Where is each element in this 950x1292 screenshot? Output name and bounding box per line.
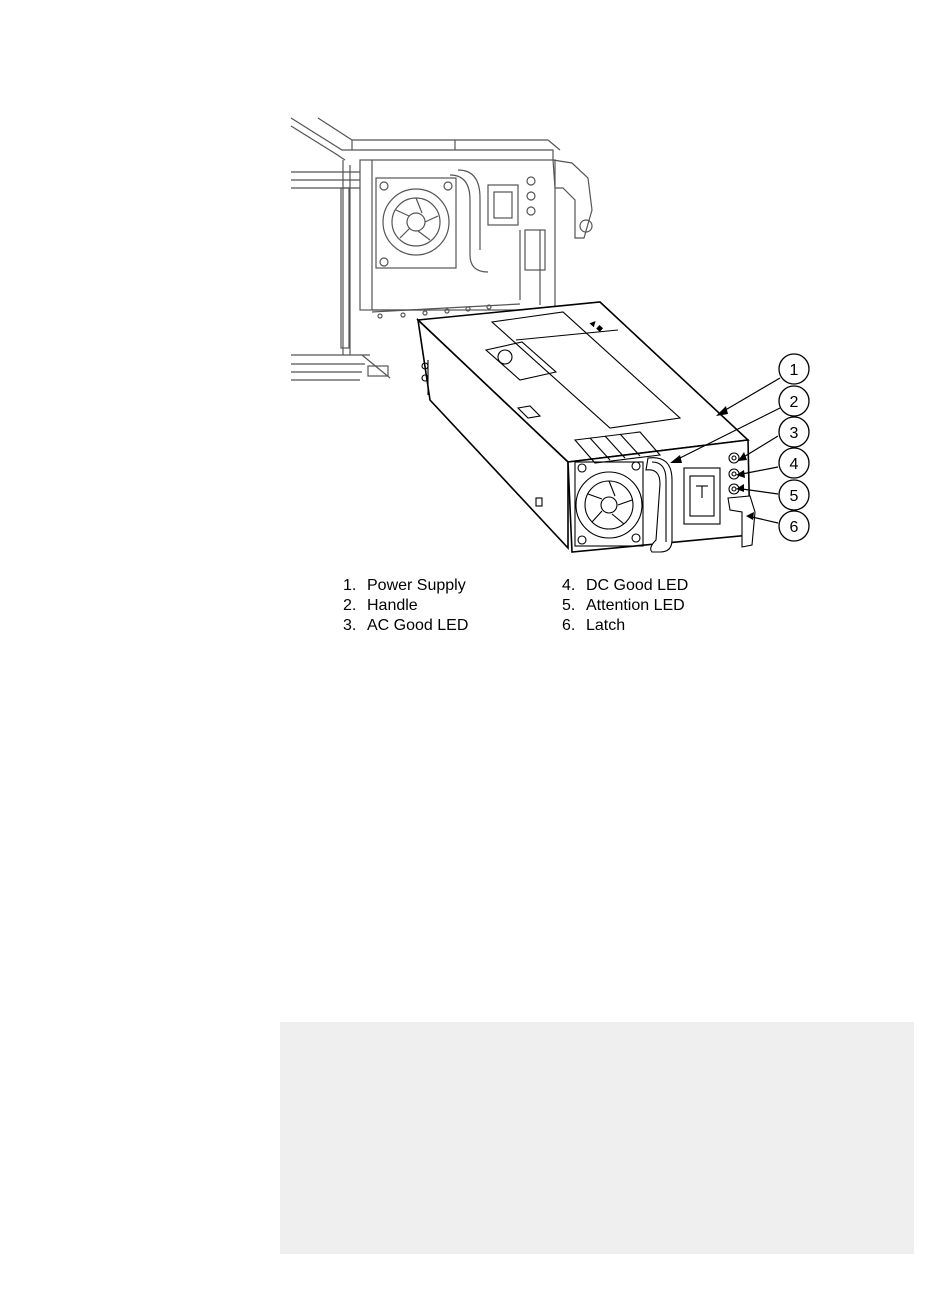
legend-item-number: 4. bbox=[562, 577, 576, 594]
legend-item-label: Power Supply bbox=[367, 577, 466, 594]
legend-item-label: Attention LED bbox=[586, 596, 685, 614]
legend-item-number: 6. bbox=[562, 616, 576, 634]
callout-5-number: 5 bbox=[789, 488, 799, 505]
note-panel bbox=[280, 1022, 914, 1254]
legend-item-label: Handle bbox=[367, 596, 418, 614]
power-supply-module bbox=[418, 302, 750, 552]
legend-item-number: 2. bbox=[343, 596, 357, 614]
legend-item bbox=[562, 576, 688, 596]
legend-column-right bbox=[562, 576, 688, 635]
callout-2 bbox=[779, 386, 809, 416]
callout-4-number: 4 bbox=[789, 456, 799, 473]
legend-column-left bbox=[343, 576, 468, 635]
callout-1-number: 1 bbox=[789, 362, 799, 379]
legend-item-number: 5. bbox=[562, 596, 576, 614]
legend-item bbox=[562, 616, 688, 636]
callout-6-number: 6 bbox=[789, 519, 799, 536]
callout-5 bbox=[779, 480, 809, 510]
legend-item-label: DC Good LED bbox=[586, 577, 689, 594]
callout-1 bbox=[779, 354, 809, 384]
callout-2-number: 2 bbox=[789, 394, 799, 411]
legend-item bbox=[562, 596, 688, 616]
legend-item-label: Latch bbox=[586, 616, 626, 634]
callout-4 bbox=[779, 448, 809, 478]
legend-item bbox=[343, 596, 468, 616]
legend-item-number: 3. bbox=[343, 616, 357, 634]
svg-text:▲■: ▲■ bbox=[585, 316, 606, 335]
legend-item bbox=[343, 616, 468, 636]
callout-6 bbox=[779, 511, 809, 541]
legend-item-label: AC Good LED bbox=[367, 616, 469, 634]
legend-item bbox=[343, 576, 468, 596]
callout-3 bbox=[779, 417, 809, 447]
legend-item-number: 1. bbox=[343, 577, 357, 594]
callout-3-number: 3 bbox=[789, 425, 799, 442]
